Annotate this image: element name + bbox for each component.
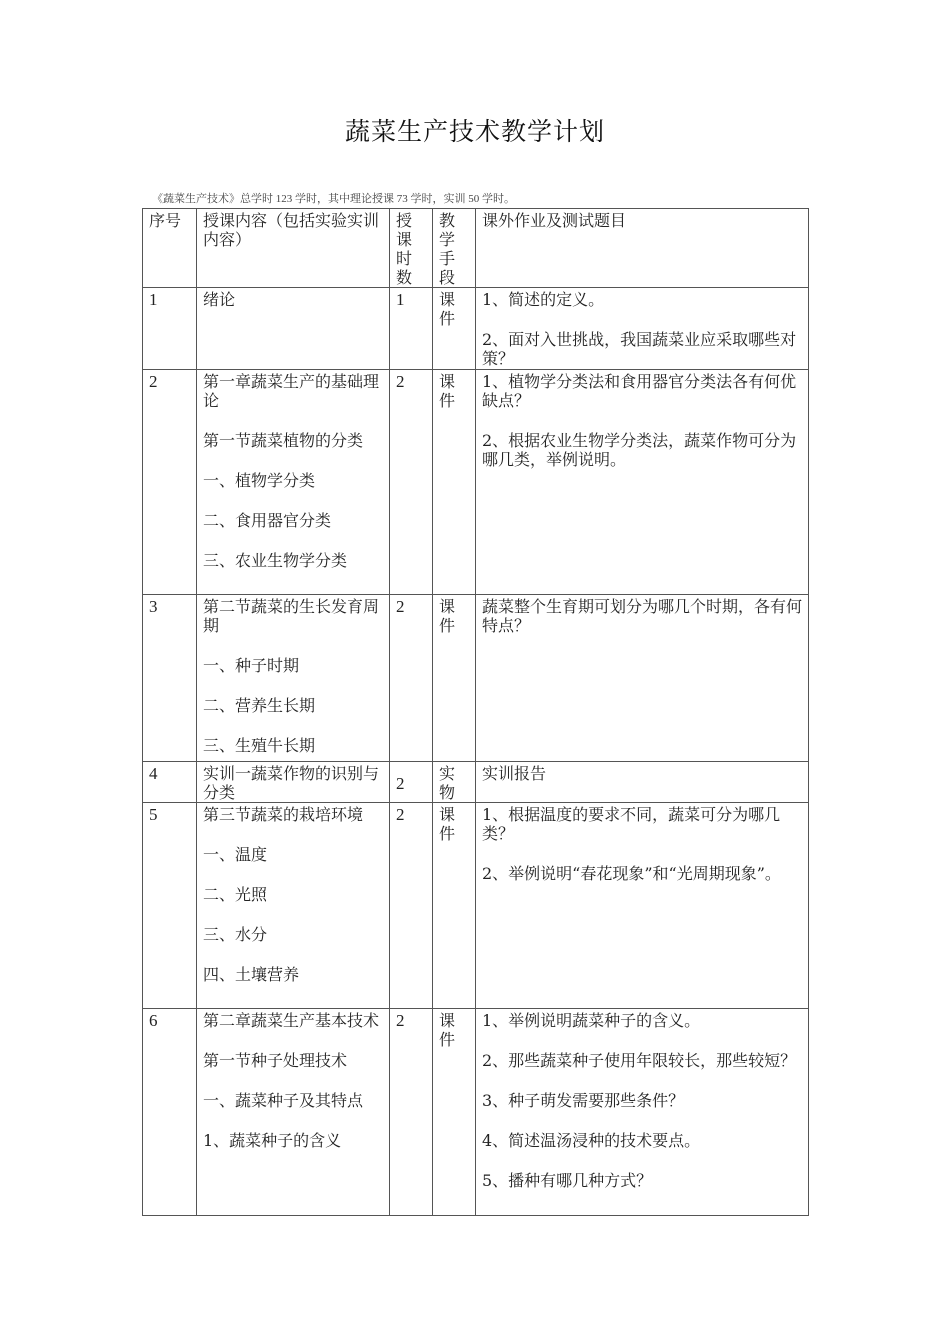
header-no: 序号 xyxy=(143,209,197,288)
row-homework xyxy=(476,370,809,595)
content-line: 第二章蔬菜生产基本技术 xyxy=(203,1011,380,1030)
content-line: 三、水分 xyxy=(203,925,268,944)
homework-line: 1、根据温度的要求不同，蔬菜可分为哪几类？ xyxy=(482,805,781,843)
homework-line: 2、根据农业生物学分类法，蔬菜作物可分为哪几类，举例说明。 xyxy=(482,431,797,469)
content-line: 二、食用器官分类 xyxy=(203,511,332,530)
row-homework xyxy=(476,288,809,370)
homework-line: 1、植物学分类法和食用器官分类法各有何优缺点？ xyxy=(482,372,797,410)
homework-line: 实训报告 xyxy=(482,764,547,783)
row-no: 4 xyxy=(143,762,197,803)
row-hours: 2 xyxy=(390,595,433,762)
header-homework: 课外作业及测试题目 xyxy=(476,209,809,288)
row-no: 6 xyxy=(143,1009,197,1216)
page-title: 蔬菜生产技术教学计划 xyxy=(344,117,605,146)
content-line: 一、种子时期 xyxy=(203,656,300,675)
row-hours: 2 xyxy=(390,762,433,803)
row-method: 实物 xyxy=(433,762,476,803)
homework-line: 2、那些蔬菜种子使用年限较长，那些较短？ xyxy=(482,1051,797,1070)
content-line: 一、温度 xyxy=(203,845,268,864)
table-row xyxy=(143,762,809,803)
row-homework xyxy=(476,803,809,1009)
table-row xyxy=(143,370,809,595)
row-hours: 1 xyxy=(390,288,433,370)
row-method: 课件 xyxy=(433,1009,476,1216)
homework-line: 1、简述的定义。 xyxy=(482,290,605,309)
header-hours: 授 课时数 xyxy=(390,209,433,288)
row-content xyxy=(197,1009,390,1216)
row-homework xyxy=(476,762,809,803)
content-line: 四、土壤营养 xyxy=(203,965,300,984)
content-line: 一、蔬菜种子及其特点 xyxy=(203,1091,364,1110)
homework-line: 1、举例说明蔬菜种子的含义。 xyxy=(482,1011,701,1030)
content-line: 二、光照 xyxy=(203,885,268,904)
row-hours: 2 xyxy=(390,803,433,1009)
row-content xyxy=(197,288,390,370)
table-header-row xyxy=(143,209,809,288)
homework-line: 2、面对入世挑战，我国蔬菜业应采取哪些对策？ xyxy=(482,330,797,368)
row-no: 2 xyxy=(143,370,197,595)
row-homework xyxy=(476,1009,809,1216)
homework-line: 5、播种有哪几种方式？ xyxy=(482,1171,653,1190)
course-summary: 《蔬菜生产技术》总学时 123 学时，其中理论授课 73 学时，实训 50 学时。 xyxy=(152,193,515,205)
row-no: 3 xyxy=(143,595,197,762)
row-method: 课件 xyxy=(433,288,476,370)
content-line: 1、蔬菜种子的含义 xyxy=(203,1131,342,1150)
table-row xyxy=(143,803,809,1009)
row-hours: 2 xyxy=(390,1009,433,1216)
content-line: 第一节种子处理技术 xyxy=(203,1051,348,1070)
row-hours: 2 xyxy=(390,370,433,595)
table-row xyxy=(143,288,809,370)
row-no: 1 xyxy=(143,288,197,370)
content-line: 三、生殖牛长期 xyxy=(203,736,316,755)
teaching-plan-table xyxy=(142,208,809,1216)
row-method: 课件 xyxy=(433,803,476,1009)
row-homework xyxy=(476,595,809,762)
table-row xyxy=(143,595,809,762)
row-method: 课件 xyxy=(433,370,476,595)
row-method: 课件 xyxy=(433,595,476,762)
row-content xyxy=(197,370,390,595)
header-method: 教学手段 xyxy=(433,209,476,288)
content-line: 实训一蔬菜作物的识别与分类 xyxy=(203,764,380,800)
homework-line: 蔬菜整个生育期可划分为哪几个时期，各有何特点？ xyxy=(482,597,803,635)
content-line: 绪论 xyxy=(203,290,236,309)
content-line: 一、植物学分类 xyxy=(203,471,316,490)
row-content xyxy=(197,762,390,803)
table-row xyxy=(143,1009,809,1216)
content-line: 第一章蔬菜生产的基础理论 xyxy=(203,372,380,410)
row-no: 5 xyxy=(143,803,197,1009)
header-content: 授课内容（包括实验实训内容） xyxy=(197,209,390,288)
content-line: 第一节蔬菜植物的分类 xyxy=(203,431,364,450)
homework-line: 4、简述温汤浸种的技术要点。 xyxy=(482,1131,701,1150)
row-content xyxy=(197,595,390,762)
homework-line: 2、举例说明“春花现象”和“光周期现象”。 xyxy=(482,864,781,883)
homework-line: 3、种子萌发需要那些条件？ xyxy=(482,1091,685,1110)
content-line: 三、农业生物学分类 xyxy=(203,551,348,570)
row-content xyxy=(197,803,390,1009)
content-line: 第二节蔬菜的生长发育周期 xyxy=(203,597,380,635)
content-line: 二、营养生长期 xyxy=(203,696,316,715)
content-line: 第三节蔬菜的栽培环境 xyxy=(203,805,364,824)
